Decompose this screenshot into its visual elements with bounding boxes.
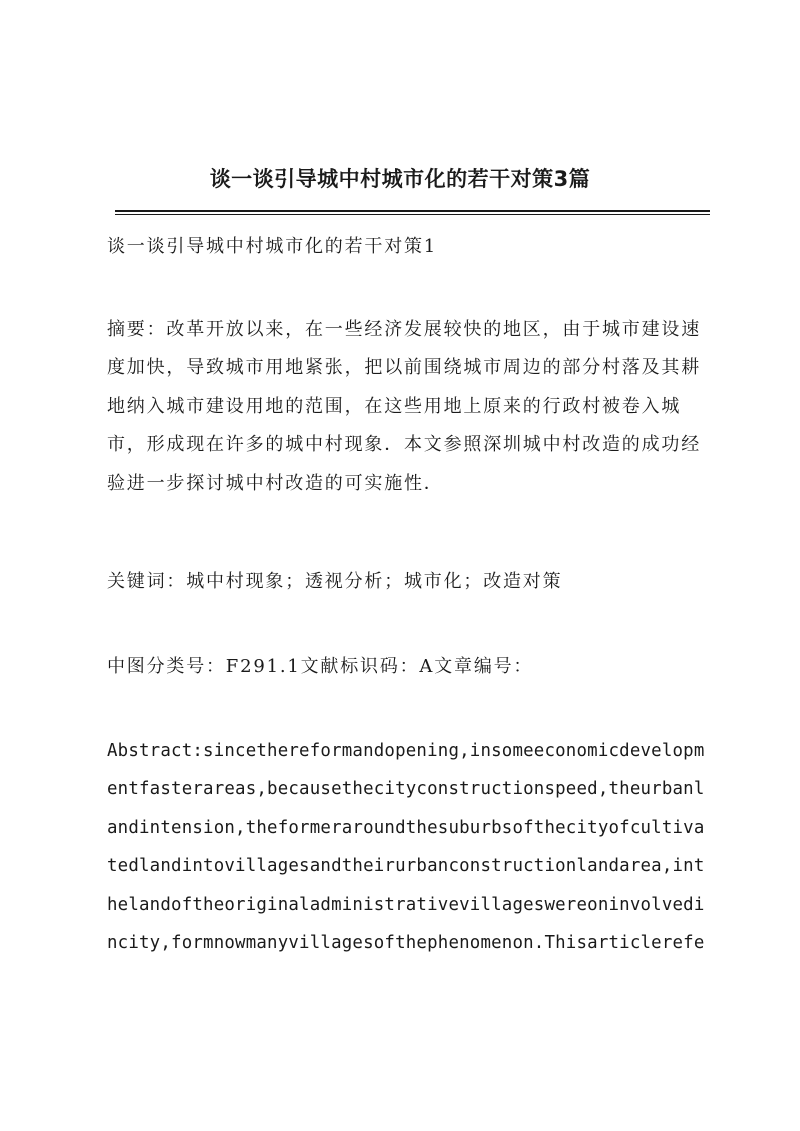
keywords-line: 关键词：城中村现象；透视分析；城市化；改造对策 [107, 571, 563, 592]
title-divider-thick [115, 210, 710, 212]
abstract-english: Abstract:sincethereformandopening,insomeeconomicdevelopmentfasterareas,becausethecityconstructionspeed,theurbanlandintension,theformeraroundthesuburbsofthecityofcultivatedlandintovillagesandtheirurbanconstructionlandarea,inthelandoftheoriginaladministrativevillageswereoninvolvedincity,formnowmanyvillagesofthephenomenon.Thisarticlerefe [107, 741, 705, 954]
document-title: 谈一谈引导城中村城市化的若干对策3篇 [209, 167, 591, 191]
title-divider-thin [115, 214, 710, 215]
section-heading: 谈一谈引导城中村城市化的若干对策1 [107, 236, 438, 257]
classification-line: 中图分类号：F291.1文献标识码：A文章编号： [107, 656, 534, 677]
abstract-chinese: 摘要：改革开放以来，在一些经济发展较快的地区，由于城市建设速度加快，导致城市用地紧张，把以前围绕城市周边的部分村落及其耕地纳入城市建设用地的范围，在这些用地上原来的行政村被卷入城市，形成现在许多的城中村现象．本文参照深圳城中村改造的成功经验进一步探讨城中村改造的可实施性． [107, 319, 701, 494]
